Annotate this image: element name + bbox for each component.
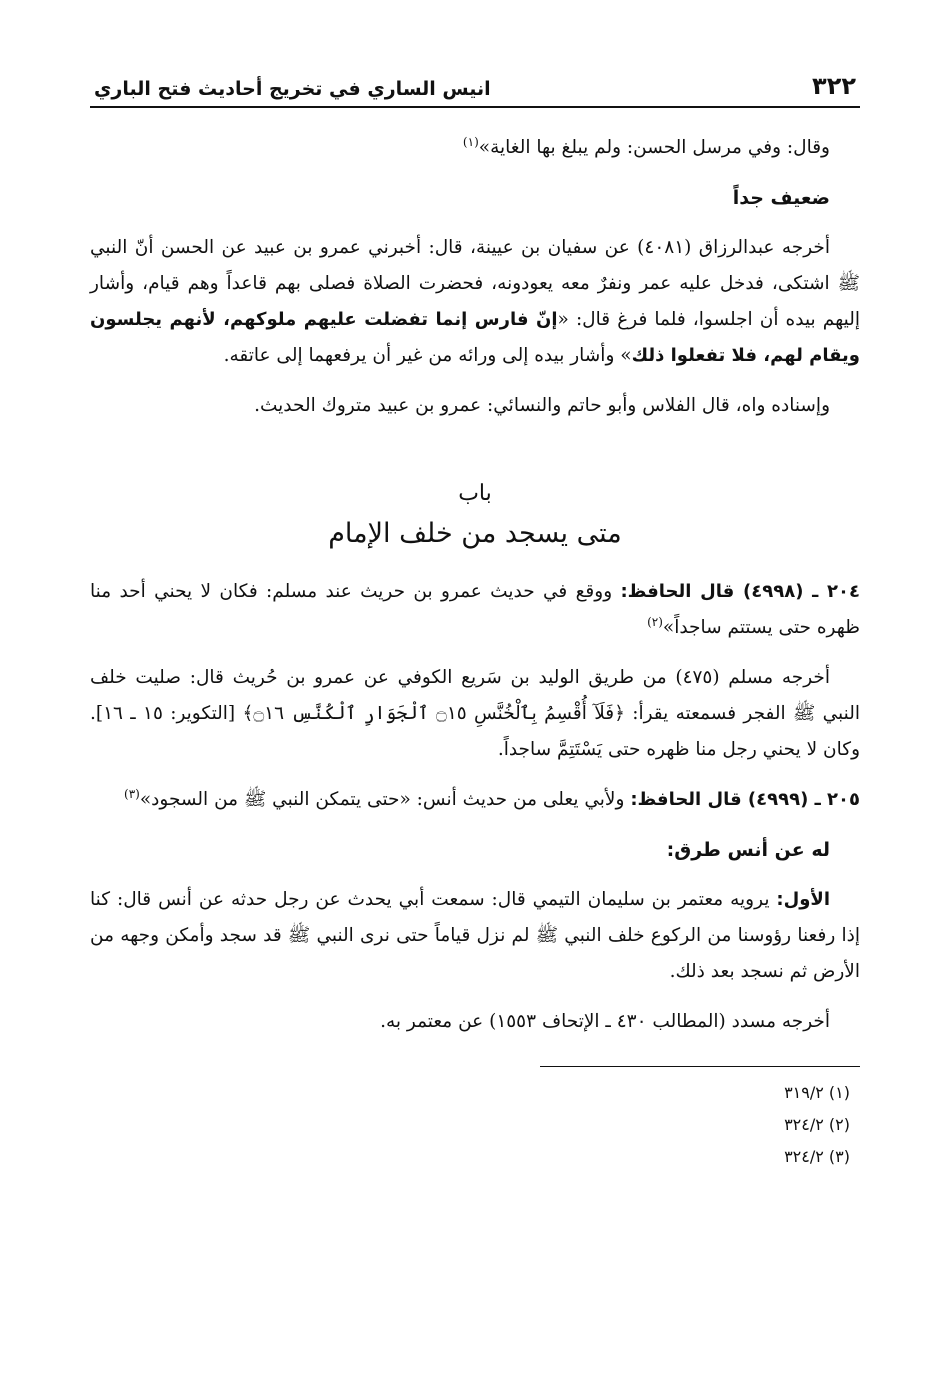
footnote-ref-3: (٣) — [124, 786, 140, 801]
book-title: انيس الساري في تخريج أحاديث فتح الباري — [94, 78, 491, 100]
footnote-1: (١) ٣١٩/٢ — [784, 1083, 850, 1102]
book-page — [90, 60, 860, 1173]
footnote-3: (٣) ٣٢٤/٢ — [784, 1147, 850, 1166]
hadith-bold-text: إنّ فارس إنما تفضلت عليهم ملوكهم، لأنهم يجلسون ويقام لهم، فلا تفعلوا ذلك — [90, 309, 860, 366]
grading-heading: ضعيف جداً — [732, 187, 830, 209]
turuq-heading: له عن أنس طرق: — [666, 839, 830, 861]
chapter-title: متى يسجد من خلف الإمام — [328, 518, 622, 549]
footnote-2: (٢) ٣٢٤/٢ — [784, 1115, 850, 1134]
entry-number: ٢٠٥ ـ (٤٩٩٩) قال الحافظ: — [630, 789, 860, 810]
footnotes — [90, 1077, 860, 1173]
route-label: الأول: — [776, 889, 830, 910]
page-number: ٣٢٢ — [812, 72, 856, 100]
entry-text: ولأبي يعلى من حديث أنس: «حتى يتمكن النبي ﷺ من السجود» — [139, 789, 631, 810]
footnote-divider — [540, 1066, 860, 1067]
paragraph-text: وقال: وفي مرسل الحسن: ولم يبلغ بها الغاية» — [478, 137, 830, 158]
entry-204 — [90, 574, 860, 646]
footnote-ref-1: (١) — [462, 134, 479, 149]
entry-text: ووقع في حديث عمرو بن حريث عند مسلم: فكان لا يحني أحد منا ظهره حتى يستتم ساجداً» — [90, 581, 860, 638]
paragraph-text: أخرجه عبدالرزاق (٤٠٨١) عن سفيان بن عيينة، قال: أخبرني عمرو بن عبيد عن الحسن أنّ النبي ﷺ اشتكى، فدخل عليه عمر ونفرٌ معه يعودونه، فحضرت الصلاة فصلى بهم قاعداً وهم قيام، وأشار إليهم بيده أن اجلسوا، فلما فرغ قال: « — [90, 237, 860, 330]
footnote-ref-2: (٢) — [647, 614, 663, 629]
paragraph-abdulrazzaq — [90, 230, 860, 374]
chapter-heading — [90, 476, 860, 556]
entry-number: ٢٠٤ ـ (٤٩٩٨) قال الحافظ: — [620, 581, 860, 602]
paragraph-text: يرويه معتمر بن سليمان التيمي قال: سمعت أبي يحدث عن رجل حدثه عن أنس قال: كنا إذا رفعنا رؤوسنا من الركوع خلف النبي ﷺ لم نزل قياماً حتى نرى النبي ﷺ قد سجد وأمكن وجهه من الأرض ثم نسجد بعد ذلك. — [90, 889, 860, 982]
paragraph-muslim: أخرجه مسلم (٤٧٥) من طريق الوليد بن سَريع الكوفي عن عمرو بن حُريث قال: صليت خلف النبي ﷺ الفجر فسمعته يقرأ: ﴿فَلَآ أُقْسِمُ بِٱلْخُنَّسِ ۝١٥ ٱلْجَوَارِ ٱلْكُنَّسِ ۝١٦﴾ [التكوير: ١٥ ـ ١٦]. وكان لا يحني رجل منا ظهره حتى يَسْتَتِمَّ ساجداً. — [90, 667, 861, 760]
paragraph-hasan-mursal — [90, 130, 860, 166]
paragraph-text: » وأشار بيده إلى ورائه من غير أن يرفعهما إلى عاتقه. — [223, 345, 632, 366]
paragraph-first-route — [90, 882, 860, 990]
chapter-label: باب — [458, 481, 492, 506]
paragraph-musaddad: أخرجه مسدد (المطالب ٤٣٠ ـ الإتحاف ١٥٥٣) عن معتمر به. — [380, 1011, 830, 1032]
paragraph-isnad: وإسناده واه، قال الفلاس وأبو حاتم والنسائي: عمرو بن عبيد متروك الحديث. — [254, 395, 830, 416]
running-header — [90, 60, 860, 108]
entry-205 — [90, 782, 860, 818]
